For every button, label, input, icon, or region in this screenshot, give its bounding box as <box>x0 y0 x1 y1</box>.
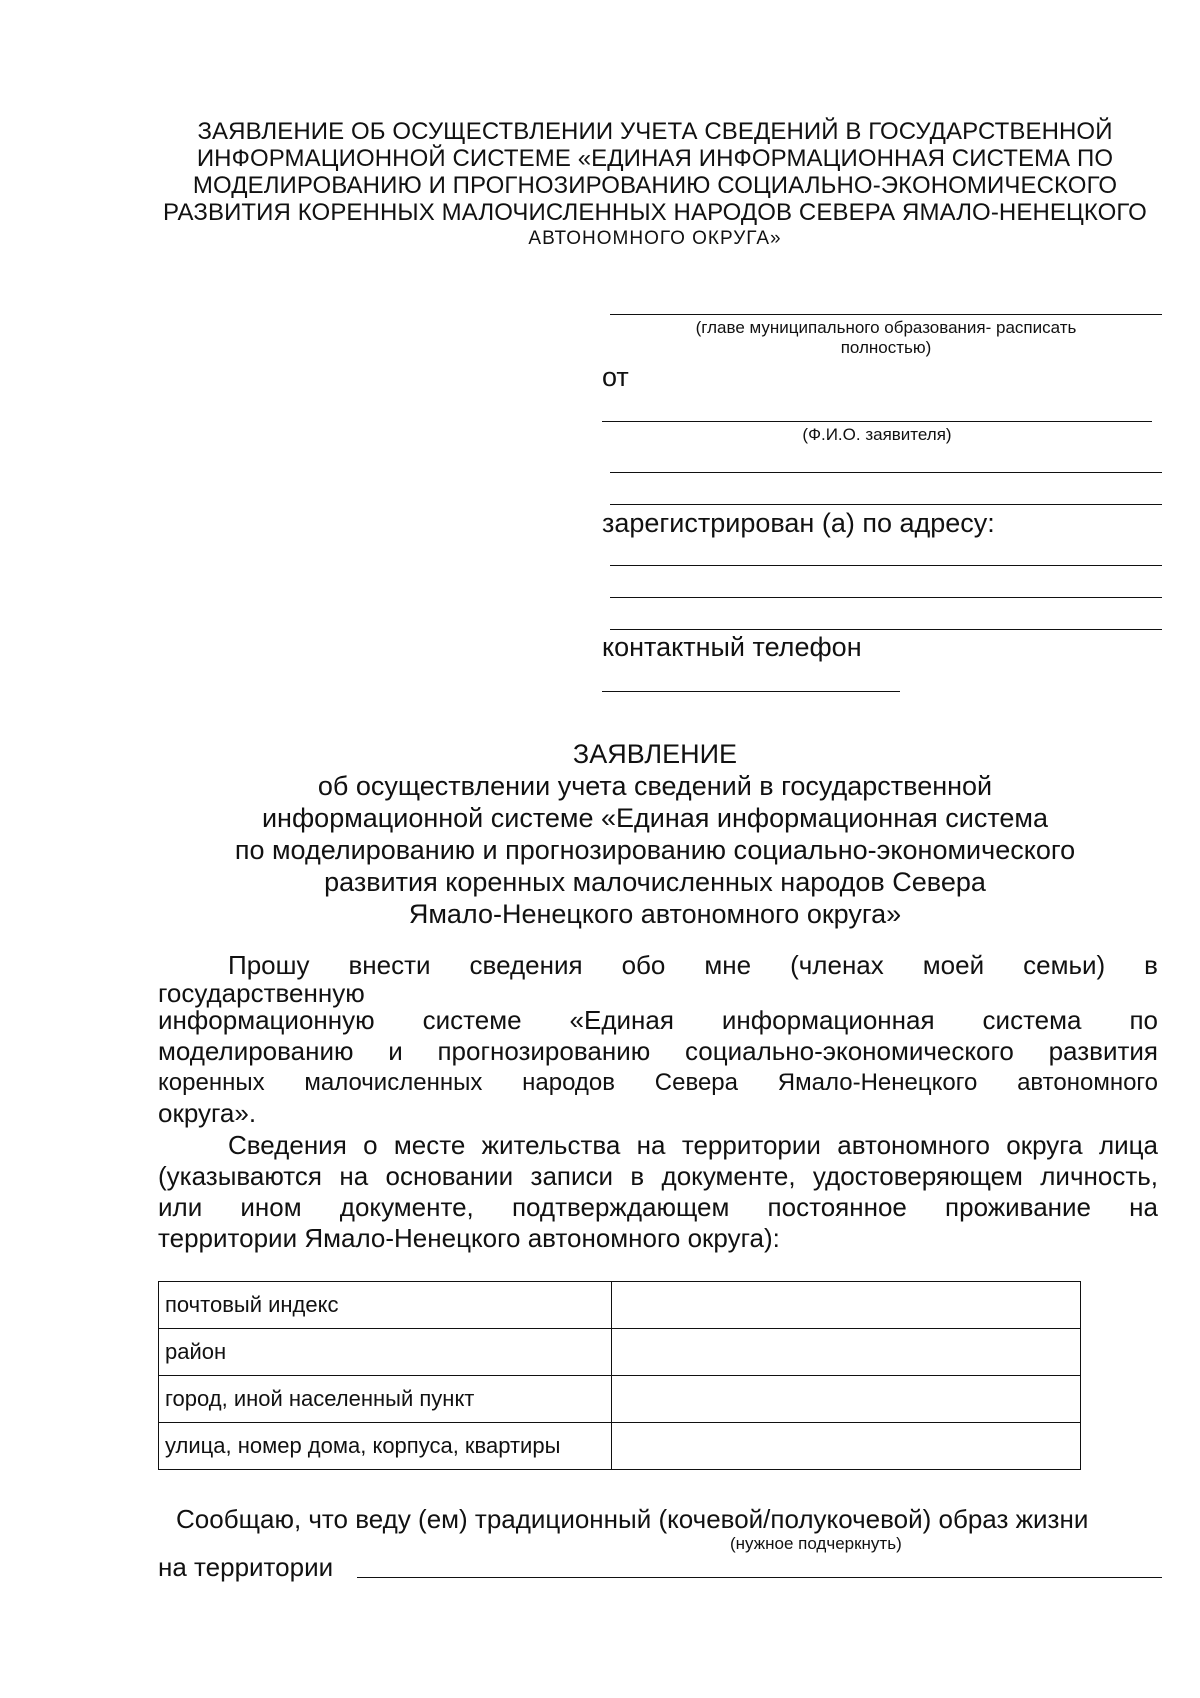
street-field[interactable] <box>612 1423 1081 1470</box>
city-field[interactable] <box>612 1376 1081 1423</box>
residence-paragraph <box>158 1130 1158 1254</box>
applicant-extra-line[interactable] <box>610 472 1162 473</box>
registered-address-label: зарегистрирован (а) по адресу: <box>602 508 995 538</box>
header-title-line: АВТОНОМНОГО ОКРУГА» <box>528 228 782 244</box>
header-title-line: ЗАЯВЛЕНИЕ ОБ ОСУЩЕСТВЛЕНИИ УЧЕТА СВЕДЕНИЙ В ГОСУДАРСТВЕННОЙ <box>197 118 1113 145</box>
application-title-line: об осуществлении учета сведений в государственной <box>317 771 993 801</box>
address-row-label: улица, номер дома, корпуса, квартиры <box>159 1423 612 1470</box>
address-line[interactable] <box>610 597 1162 598</box>
caption-line: полностью) <box>840 338 932 357</box>
applicant-caption: (Ф.И.О. заявителя) <box>802 425 952 444</box>
contact-phone-line[interactable] <box>602 691 900 692</box>
application-title-line: по моделированию и прогнозированию социально-экономического <box>234 835 1076 865</box>
document-header-title <box>130 118 1180 244</box>
paragraph-line: Сведения о месте жительства на территории автономного округа лица <box>228 1130 1158 1160</box>
table-row <box>159 1376 1081 1423</box>
address-line[interactable] <box>610 629 1162 630</box>
header-title-line: ИНФОРМАЦИОННОЙ СИСТЕМЕ «ЕДИНАЯ ИНФОРМАЦИОННАЯ СИСТЕМА ПО <box>196 145 1114 172</box>
address-row-label: почтовый индекс <box>159 1282 612 1329</box>
application-title-line: развития коренных малочисленных народов Севера <box>324 867 986 897</box>
address-row-label: район <box>159 1329 612 1376</box>
contact-phone-label: контактный телефон <box>602 632 862 662</box>
from-label: от <box>602 362 629 392</box>
application-title-line: Ямало-Ненецкого автономного округа» <box>408 899 902 929</box>
paragraph-line: (указываются на основании записи в документе, удостоверяющем личность, <box>158 1161 1158 1191</box>
application-title-line: информационной системе «Единая информационная система <box>261 803 1049 833</box>
territory-label: на территории <box>158 1552 334 1582</box>
caption-line: (главе муниципального образования- расписать <box>695 318 1077 337</box>
table-row <box>159 1423 1081 1470</box>
header-title-line: МОДЕЛИРОВАНИЮ И ПРОГНОЗИРОВАНИЮ СОЦИАЛЬНО-ЭКОНОМИЧЕСКОГО <box>192 172 1118 199</box>
paragraph-line: государственную <box>158 978 365 1008</box>
addressee-head-line[interactable] <box>610 314 1162 315</box>
paragraph-line: Прошу внести сведения обо мне (членах моей семьи) в <box>228 950 1158 980</box>
paragraph-line: информационную системе «Единая информационная система по <box>158 1005 1158 1035</box>
paragraph-line: коренных малочисленных народов Севера Ямало-Ненецкого автономного <box>158 1069 1158 1096</box>
request-paragraph <box>158 950 1158 1129</box>
lifestyle-statement: Сообщаю, что веду (ем) традиционный (кочевой/полукочевой) образ жизни <box>176 1504 1089 1534</box>
paragraph-line: моделированию и прогнозированию социально-экономического развития <box>158 1036 1158 1066</box>
district-field[interactable] <box>612 1329 1081 1376</box>
table-row <box>159 1282 1081 1329</box>
address-table <box>158 1281 1081 1470</box>
address-line[interactable] <box>610 565 1162 566</box>
paragraph-line: территории Ямало-Ненецкого автономного округа): <box>158 1223 780 1253</box>
postal-code-field[interactable] <box>612 1282 1081 1329</box>
header-title-line: РАЗВИТИЯ КОРЕННЫХ МАЛОЧИСЛЕННЫХ НАРОДОВ СЕВЕРА ЯМАЛО-НЕНЕЦКОГО <box>163 199 1147 226</box>
application-heading: ЗАЯВЛЕНИЕ <box>572 739 738 769</box>
underline-hint: (нужное подчеркнуть) <box>730 1534 902 1553</box>
applicant-extra-line[interactable] <box>610 504 1162 505</box>
applicant-name-line[interactable] <box>602 421 1152 422</box>
territory-line[interactable] <box>357 1577 1162 1578</box>
application-title <box>130 738 1180 930</box>
paragraph-line: округа». <box>158 1098 257 1128</box>
address-row-label: город, иной населенный пункт <box>159 1376 612 1423</box>
addressee-head-caption <box>610 318 1162 358</box>
table-row <box>159 1329 1081 1376</box>
paragraph-line: или ином документе, подтверждающем постоянное проживание на <box>158 1192 1158 1222</box>
